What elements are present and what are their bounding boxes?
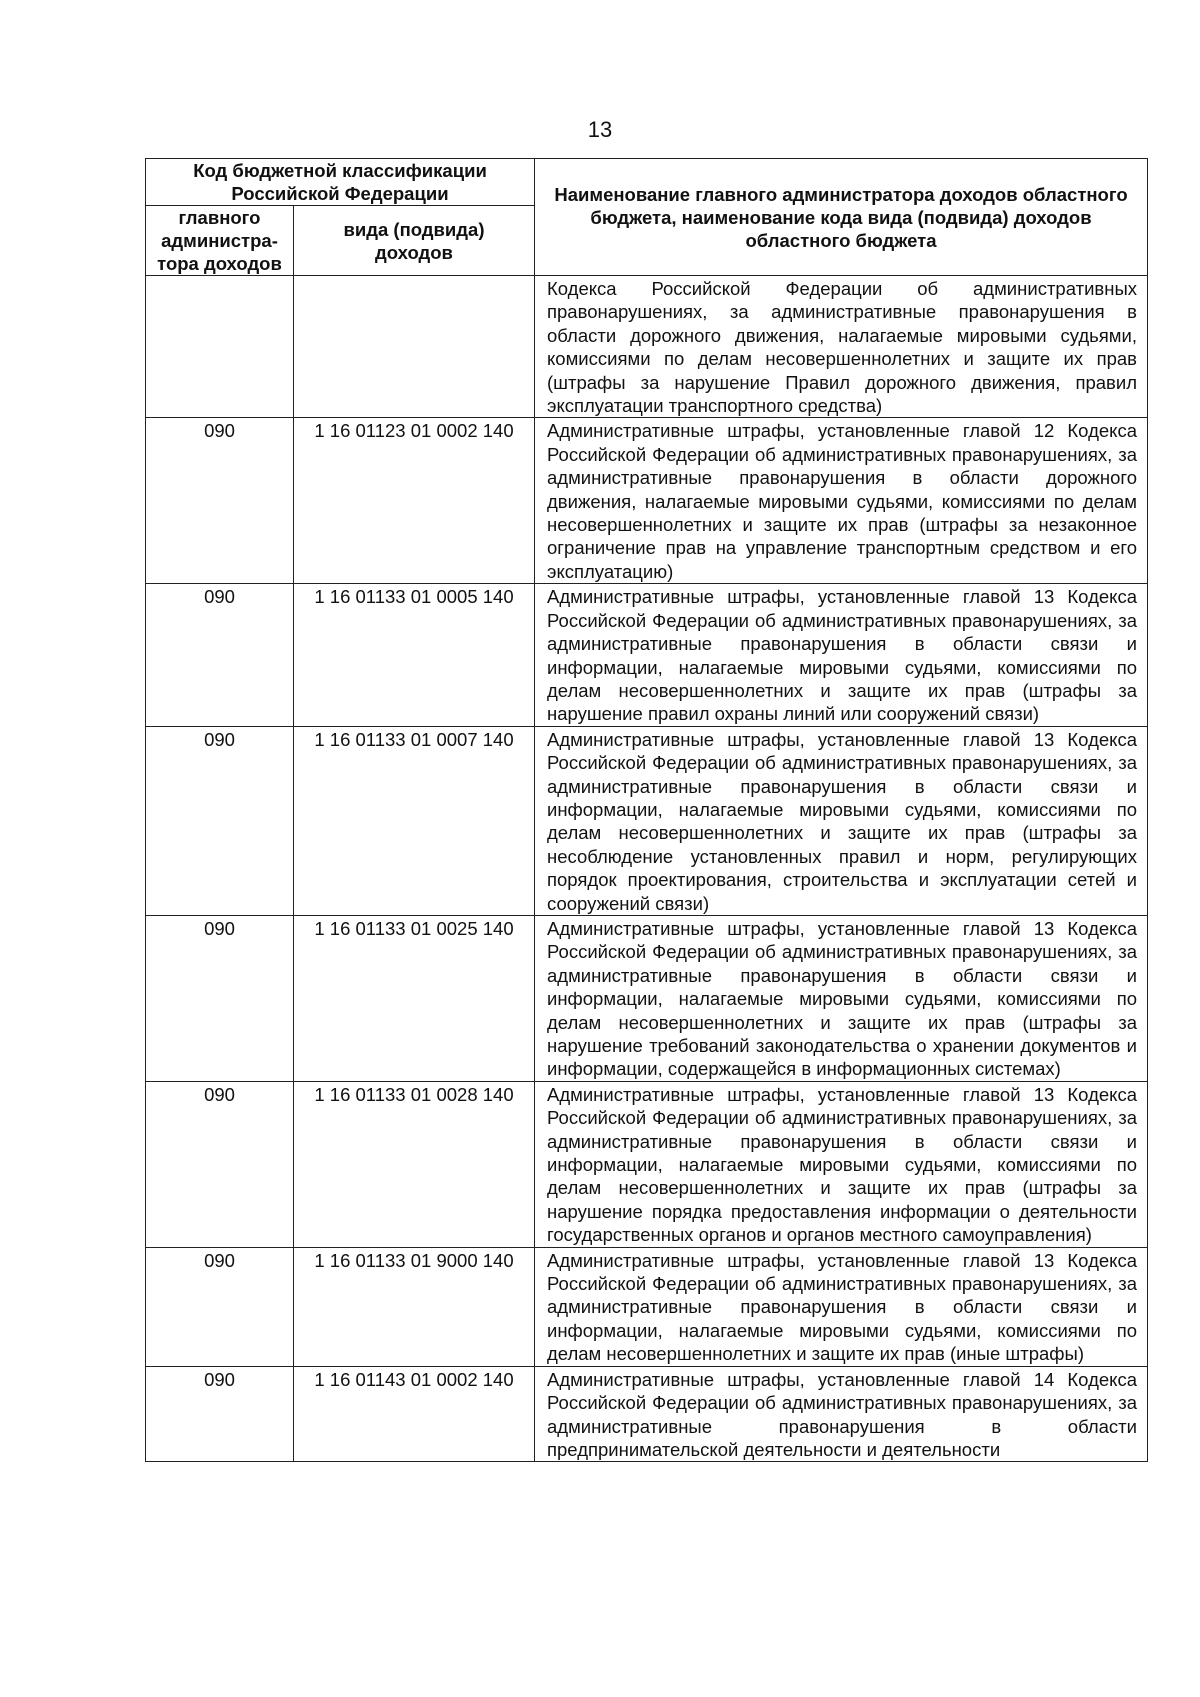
- type-code-cell: 1 16 01133 01 0007 140: [294, 726, 535, 915]
- type-code-cell: [294, 276, 535, 418]
- header-budget-code-group: Код бюджетной классификации Российской Федерации: [146, 159, 535, 206]
- table-row: [146, 726, 1148, 915]
- table-row: [146, 915, 1148, 1081]
- description-cell: Административные штрафы, установленные главой 12 Кодекса Российской Федерации об административных правонарушениях, за административные правонарушения в области дорожного движения, налагаемые мировыми судьями, комиссиями по делам несовершеннолетних и защите их прав (штрафы за незаконное ограничение прав на управление транспортным средством и его эксплуатацию): [535, 418, 1148, 584]
- header-name-column: Наименование главного администратора доходов областного бюджета, наименование кода вида (подвида) доходов областного бюджета: [535, 159, 1148, 276]
- table-header-row-1: [146, 159, 1148, 206]
- header-admin-code-column: главного администра-тора доходов: [146, 206, 294, 276]
- type-code-cell: 1 16 01123 01 0002 140: [294, 418, 535, 584]
- table-row: [146, 1081, 1148, 1247]
- table-row: [146, 418, 1148, 584]
- header-type-code-column: вида (подвида) доходов: [294, 206, 535, 276]
- admin-code-cell: 090: [146, 1081, 294, 1247]
- description-cell: Административные штрафы, установленные главой 13 Кодекса Российской Федерации об административных правонарушениях, за административные правонарушения в области связи и информации, налагаемые мировыми судьями, комиссиями по делам несовершеннолетних и защите их прав (иные штрафы): [535, 1247, 1148, 1366]
- page-number: 13: [587, 117, 613, 142]
- table-row: [146, 276, 1148, 418]
- admin-code-cell: 090: [146, 1366, 294, 1462]
- type-code-cell: 1 16 01133 01 0005 140: [294, 584, 535, 726]
- type-code-cell: 1 16 01133 01 0025 140: [294, 915, 535, 1081]
- type-code-cell: 1 16 01133 01 0028 140: [294, 1081, 535, 1247]
- type-code-cell: 1 16 01133 01 9000 140: [294, 1247, 535, 1366]
- admin-code-cell: [146, 276, 294, 418]
- admin-code-cell: 090: [146, 584, 294, 726]
- description-cell: Административные штрафы, установленные главой 13 Кодекса Российской Федерации об административных правонарушениях, за административные правонарушения в области связи и информации, налагаемые мировыми судьями, комиссиями по делам несовершеннолетних и защите их прав (штрафы за нарушение требований законодательства о хранении документов и информации, содержащейся в информационных системах): [535, 915, 1148, 1081]
- table-row: [146, 1366, 1148, 1462]
- description-cell: Административные штрафы, установленные главой 13 Кодекса Российской Федерации об административных правонарушениях, за административные правонарушения в области связи и информации, налагаемые мировыми судьями, комиссиями по делам несовершеннолетних и защите их прав (штрафы за нарушение правил охраны линий или сооружений связи): [535, 584, 1148, 726]
- description-cell: Административные штрафы, установленные главой 13 Кодекса Российской Федерации об административных правонарушениях, за административные правонарушения в области связи и информации, налагаемые мировыми судьями, комиссиями по делам несовершеннолетних и защите их прав (штрафы за несоблюдение установленных правил и норм, регулирующих порядок проектирования, строительства и эксплуатации сетей и сооружений связи): [535, 726, 1148, 915]
- budget-classification-table: [145, 158, 1148, 1462]
- admin-code-cell: 090: [146, 726, 294, 915]
- type-code-cell: 1 16 01143 01 0002 140: [294, 1366, 535, 1462]
- description-cell: Административные штрафы, установленные главой 14 Кодекса Российской Федерации об административных правонарушениях, за административные правонарушения в области предпринимательской деятельности и деятельности: [535, 1366, 1148, 1462]
- description-cell: Кодекса Российской Федерации об административных правонарушениях, за административные правонарушения в области дорожного движения, налагаемые мировыми судьями, комиссиями по делам несовершеннолетних и защите их прав (штрафы за нарушение Правил дорожного движения, правил эксплуатации транспортного средства): [535, 276, 1148, 418]
- table-row: [146, 584, 1148, 726]
- admin-code-cell: 090: [146, 1247, 294, 1366]
- admin-code-cell: 090: [146, 418, 294, 584]
- table-row: [146, 1247, 1148, 1366]
- description-cell: Административные штрафы, установленные главой 13 Кодекса Российской Федерации об административных правонарушениях, за административные правонарушения в области связи и информации, налагаемые мировыми судьями, комиссиями по делам несовершеннолетних и защите их прав (штрафы за нарушение порядка предоставления информации о деятельности государственных органов и органов местного самоуправления): [535, 1081, 1148, 1247]
- admin-code-cell: 090: [146, 915, 294, 1081]
